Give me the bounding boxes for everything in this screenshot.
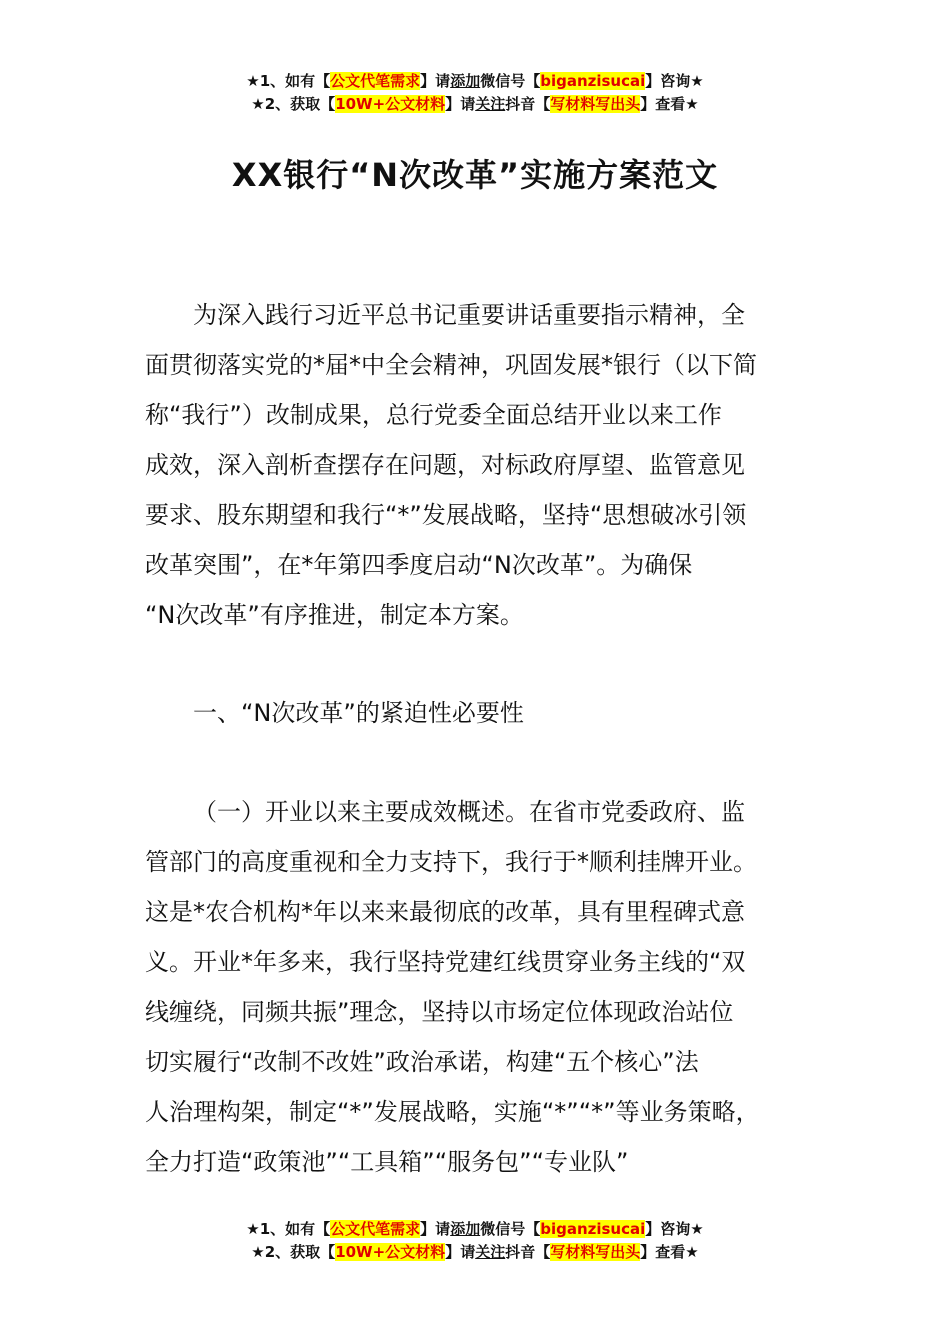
- banner-highlight: 写材料写出头: [550, 95, 641, 113]
- para-line: 面贯彻落实党的*届*中全会精神，巩固发展*银行（以下简: [145, 351, 757, 379]
- banner-highlight: 10W+公文材料: [335, 95, 446, 113]
- para-line: 人治理构架，制定“*”发展战略，实施“*”“*”等业务策略，: [145, 1098, 760, 1126]
- banner-underline: 关注: [475, 1243, 506, 1261]
- section-heading: 一、“N次改革”的紧迫性必要性: [193, 699, 524, 727]
- para-line: 全力打造“政策池”“工具箱”“服务包”“专业队”: [145, 1148, 629, 1176]
- banner-line-2: [0, 93, 950, 116]
- banner-highlight: biganzisucai: [540, 72, 646, 90]
- header-banner: [0, 70, 950, 116]
- para-line: 线缠绕，同频共振”理念，坚持以市场定位体现政治站位: [145, 998, 734, 1026]
- banner-text: 抖音【: [505, 1243, 551, 1261]
- banner-text: 】查看★: [640, 1243, 699, 1261]
- para-line: 称“我行”）改制成果，总行党委全面总结开业以来工作: [145, 401, 722, 429]
- banner-text: ★1、如有【: [246, 1220, 331, 1238]
- banner-text: 】请: [420, 72, 451, 90]
- para-line: 要求、股东期望和我行“*”发展战略，坚持“思想破冰引领: [145, 501, 747, 529]
- banner-highlight: 公文代笔需求: [330, 72, 421, 90]
- banner-text: 】查看★: [640, 95, 699, 113]
- para-line: 成效，深入剖析查摆存在问题，对标政府厚望、监管意见: [145, 451, 745, 479]
- banner-text: ★2、获取【: [251, 1243, 336, 1261]
- banner-text: 微信号【: [480, 1220, 541, 1238]
- banner-text: 微信号【: [480, 72, 541, 90]
- banner-text: ★1、如有【: [246, 72, 331, 90]
- document-title: XX银行“N次改革”实施方案范文: [231, 156, 719, 194]
- para-line: 管部门的高度重视和全力支持下，我行于*顺利挂牌开业。: [145, 848, 757, 876]
- banner-text: 】请: [420, 1220, 451, 1238]
- footer-banner: [0, 1218, 950, 1264]
- banner-underline: 关注: [475, 95, 506, 113]
- banner-text: 】请: [445, 1243, 476, 1261]
- para-line: （一）开业以来主要成效概述。在省市党委政府、监: [193, 798, 745, 826]
- banner-line-1: [0, 70, 950, 93]
- para-line: 切实履行“改制不改姓”政治承诺，构建“五个核心”法: [145, 1048, 699, 1076]
- banner-text: 】咨询★: [645, 72, 704, 90]
- banner-line-1: [0, 1218, 950, 1241]
- banner-text: 】咨询★: [645, 1220, 704, 1238]
- para-line: 这是*农合机构*年以来来最彻底的改革，具有里程碑式意: [145, 898, 745, 926]
- banner-line-2: [0, 1241, 950, 1264]
- para-line: 义。开业*年多来，我行坚持党建红线贯穿业务主线的“双: [145, 948, 746, 976]
- banner-underline: 添加: [450, 72, 481, 90]
- banner-text: ★2、获取【: [251, 95, 336, 113]
- banner-highlight: 写材料写出头: [550, 1243, 641, 1261]
- banner-underline: 添加: [450, 1220, 481, 1238]
- para-line: 为深入践行习近平总书记重要讲话重要指示精神，全: [193, 301, 745, 329]
- banner-highlight: 10W+公文材料: [335, 1243, 446, 1261]
- banner-highlight: 公文代笔需求: [330, 1220, 421, 1238]
- banner-text: 抖音【: [505, 95, 551, 113]
- banner-highlight: biganzisucai: [540, 1220, 646, 1238]
- para-line: 改革突围”，在*年第四季度启动“N次改革”。为确保: [145, 551, 693, 579]
- paragraph-section-1: [145, 787, 810, 1187]
- paragraph-intro: [145, 290, 810, 640]
- para-line: “N次改革”有序推进，制定本方案。: [145, 601, 524, 629]
- banner-text: 】请: [445, 95, 476, 113]
